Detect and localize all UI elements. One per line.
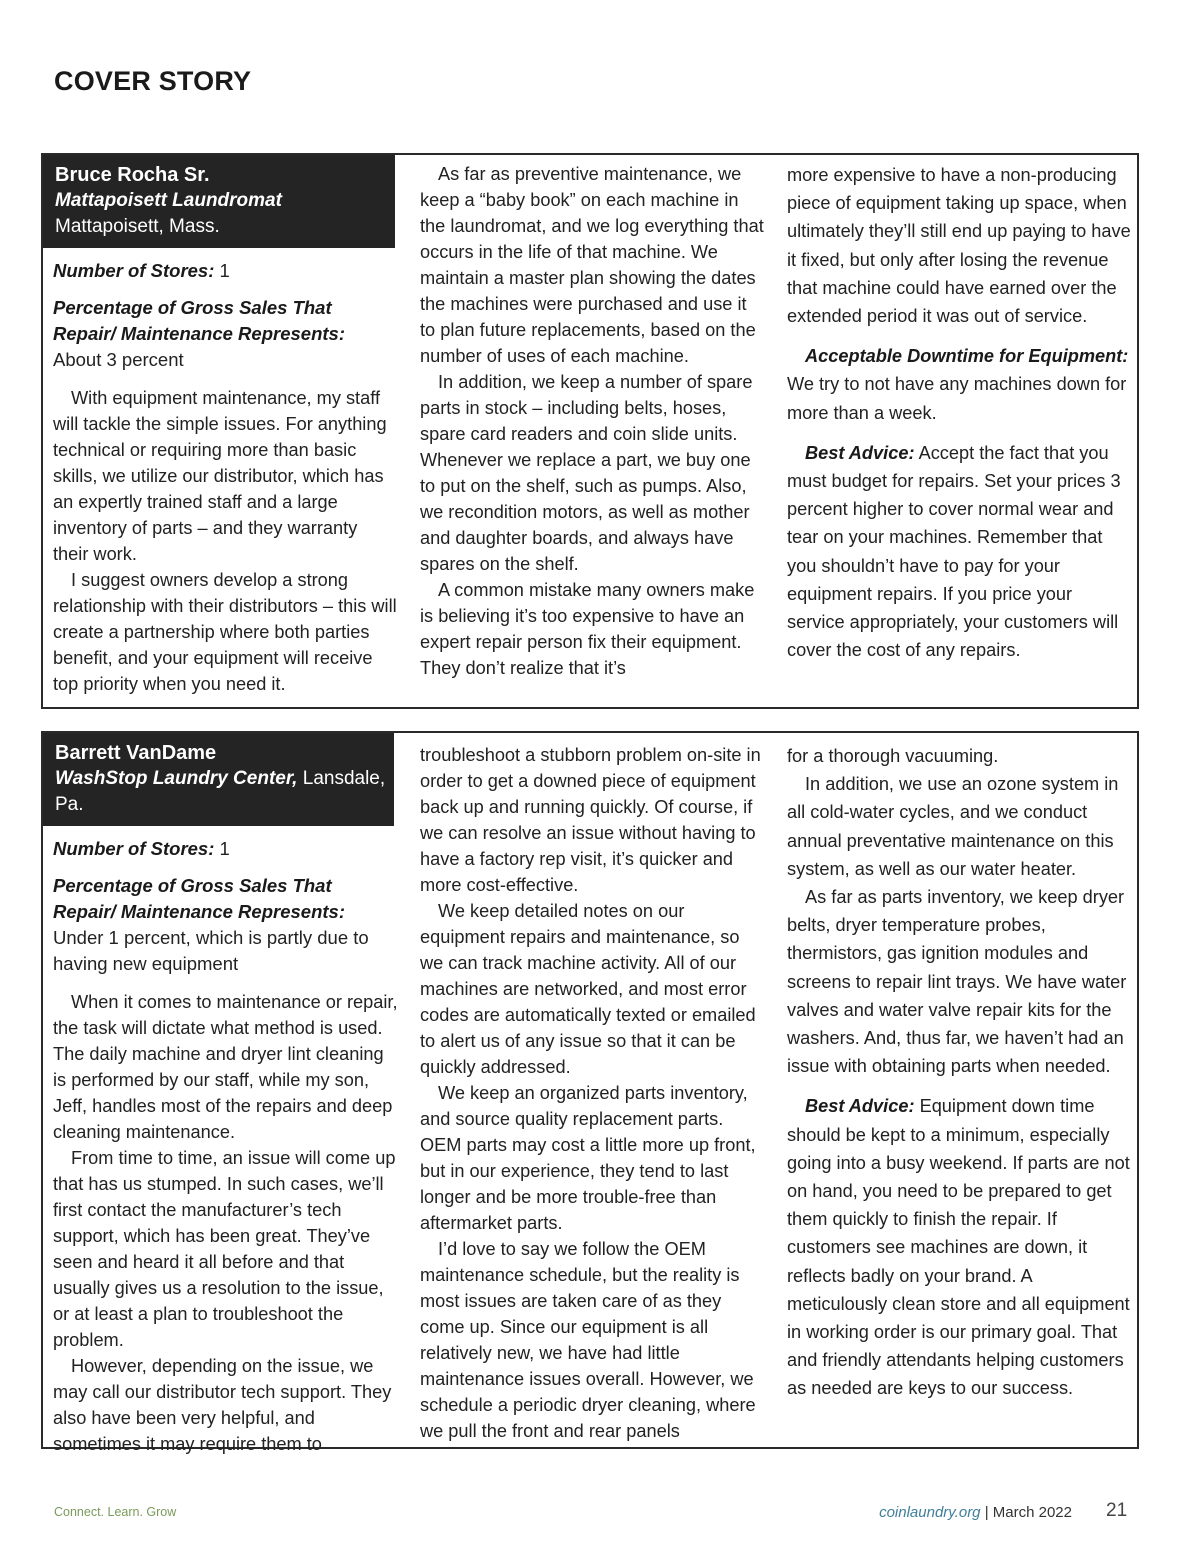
- body-paragraph: From time to time, an issue will come up that has us stumped. In such cases, we’ll first contact the manufacturer’s tech support, which has been great. They’ve seen and heard it all before and that usually gives us a resolution to the issue, or at least a plan to troubleshoot the problem.: [53, 1148, 396, 1350]
- advice-label: Best Advice:: [805, 1096, 915, 1117]
- profile-name: Bruce Rocha Sr.: [55, 164, 210, 186]
- profile-box-rocha: [41, 153, 1139, 709]
- percentage-label: Percentage of Gross Sales That Repair/ Maintenance Represents:: [53, 875, 345, 922]
- stores-label: Number of Stores:: [53, 838, 215, 859]
- best-advice: [787, 1092, 1133, 1402]
- profile-column-1: [53, 155, 397, 697]
- profile-box-vandame: [41, 731, 1139, 1454]
- best-advice: [787, 439, 1131, 665]
- body-paragraph: As far as parts inventory, we keep dryer belts, dryer temperature probes, thermistors, gas ignition modules and screens to repair lint trays. We have water valves and water valve repair kits for the washers. And, thus far, we haven’t had an issue with obtaining parts when needed.: [787, 887, 1127, 1077]
- advice-value: Equipment down time should be kept to a minimum, especially going into a busy weekend. If parts are not on hand, you need to be prepared to get them quickly to finish the repair. If customers see machines are down, it reflects badly on your brand. A meticulously clean store and all equipment in working order is our primary goal. That and friendly attendants helping customers as needed are keys to our success.: [787, 1096, 1130, 1399]
- profile-location: Lansdale, Pa.: [55, 768, 386, 815]
- profile-header: [43, 155, 395, 248]
- footer-tagline: Connect. Learn. Grow: [54, 1505, 177, 1519]
- body-paragraph: I’d love to say we follow the OEM maintenance schedule, but the reality is most issues are taken care of as they come up. Since our equipment is all relatively new, we have had little maintenance issues overall. However, we schedule a periodic dryer cleaning, where we pull the front and rear panels: [420, 1239, 756, 1441]
- footer-publication: [879, 1504, 1072, 1521]
- downtime-value: We try to not have any machines down for more than a week.: [787, 374, 1127, 423]
- body-paragraph: With equipment maintenance, my staff will tackle the simple issues. For anything technical or requiring more than basic skills, we utilize our distributor, which has an expertly trained staff and a large inventory of parts – and they warranty their work.: [53, 388, 387, 564]
- percentage-label: Percentage of Gross Sales That Repair/ Maintenance Represents:: [53, 297, 345, 344]
- stores-value: 1: [219, 838, 230, 859]
- profile-column-3: [787, 742, 1133, 1403]
- profile-header: [43, 733, 394, 826]
- body-paragraph: As far as preventive maintenance, we keep a “baby book” on each machine in the laundromat, and we log everything that occurs in the life of that machine. We maintain a master plan showing the dates the machines were purchased and use it to plan future replacements, based on the number of uses of each machine.: [420, 164, 764, 366]
- page-number: 21: [1106, 1500, 1128, 1521]
- stores-label: Number of Stores:: [53, 260, 215, 281]
- profile-business: WashStop Laundry Center,: [55, 768, 298, 789]
- body-paragraph: A common mistake many owners make is believing it’s too expensive to have an expert repair person fix their equipment. They don’t realize that it’s: [420, 580, 755, 678]
- percentage-value: About 3 percent: [53, 349, 184, 370]
- advice-value: Accept the fact that you must budget for repairs. Set your prices 3 percent higher to cover normal wear and tear on your machines. Remember that you shouldn’t have to pay for your equipment repairs. If you price your service appropriately, your customers will cover the cost of any repairs.: [787, 442, 1121, 661]
- body-paragraph: We keep an organized parts inventory, and source quality replacement parts. OEM parts may cost a little more up front, but in our experience, they tend to last longer and be more trouble-free than aftermarket parts.: [420, 1083, 756, 1233]
- body-paragraph: However, depending on the issue, we may call our distributor tech support. They also have been very helpful, and sometimes it may require them to: [53, 1356, 392, 1454]
- profile-name: Barrett VanDame: [55, 742, 217, 764]
- profile-location: Mattapoisett, Mass.: [55, 216, 220, 237]
- percentage-stat: [53, 873, 398, 977]
- percentage-stat: [53, 295, 397, 373]
- percentage-value: Under 1 percent, which is partly due to having new equipment: [53, 927, 369, 974]
- body-paragraph: In addition, we keep a number of spare parts in stock – including belts, hoses, spare card readers and coin slide units. Whenever we replace a part, we buy one to put on the shelf, such as pumps. Also, we recondition motors, as well as mother and daughter boards, and always have spares on the shelf.: [420, 372, 753, 574]
- stores-value: 1: [219, 260, 230, 281]
- stores-stat: [53, 836, 398, 862]
- profile-column-2: [420, 161, 765, 681]
- downtime-label: Acceptable Downtime for Equipment:: [805, 346, 1129, 367]
- body-paragraph: more expensive to have a non-producing piece of equipment taking up space, when ultimately they’ll still end up paying to have it fixed, but only after losing the revenue that machine could have earned over the extended period it was out of service.: [787, 165, 1131, 327]
- profile-column-3: [787, 161, 1131, 664]
- downtime-stat: [787, 342, 1131, 427]
- body-paragraph: In addition, we use an ozone system in all cold-water cycles, and we conduct annual preventative maintenance on this system, as well as our water heater.: [787, 774, 1119, 879]
- body-paragraph: troubleshoot a stubborn problem on-site in order to get a downed piece of equipment back up and running quickly. Of course, if we can resolve an issue without having to have a factory rep visit, it’s quicker and more cost-effective.: [420, 745, 761, 895]
- body-paragraph: We keep detailed notes on our equipment repairs and maintenance, so we can track machine activity. All of our machines are networked, and most error codes are automatically texted or emailed to alert us of any issue so that it can be quickly addressed.: [420, 901, 756, 1077]
- profile-column-1: [53, 733, 398, 1457]
- profile-business: Mattapoisett Laundromat: [55, 190, 282, 211]
- footer-separator: |: [984, 1504, 989, 1521]
- section-label: COVER STORY: [54, 66, 252, 96]
- footer-issue: March 2022: [992, 1504, 1072, 1521]
- profile-business-line: [55, 766, 394, 818]
- body-paragraph: When it comes to maintenance or repair, the task will dictate what method is used. The daily machine and dryer lint cleaning is performed by our staff, while my son, Jeff, handles most of the repairs and deep cleaning maintenance.: [53, 992, 398, 1142]
- body-paragraph: for a thorough vacuuming.: [787, 746, 999, 766]
- body-paragraph: I suggest owners develop a strong relationship with their distributors – this will create a partnership where both parties benefit, and your equipment will receive top priority when you need it.: [53, 570, 397, 694]
- profile-column-2: [420, 742, 765, 1444]
- advice-label: Best Advice:: [805, 442, 915, 463]
- footer-site-link[interactable]: coinlaundry.org: [879, 1504, 981, 1521]
- stores-stat: [53, 258, 397, 284]
